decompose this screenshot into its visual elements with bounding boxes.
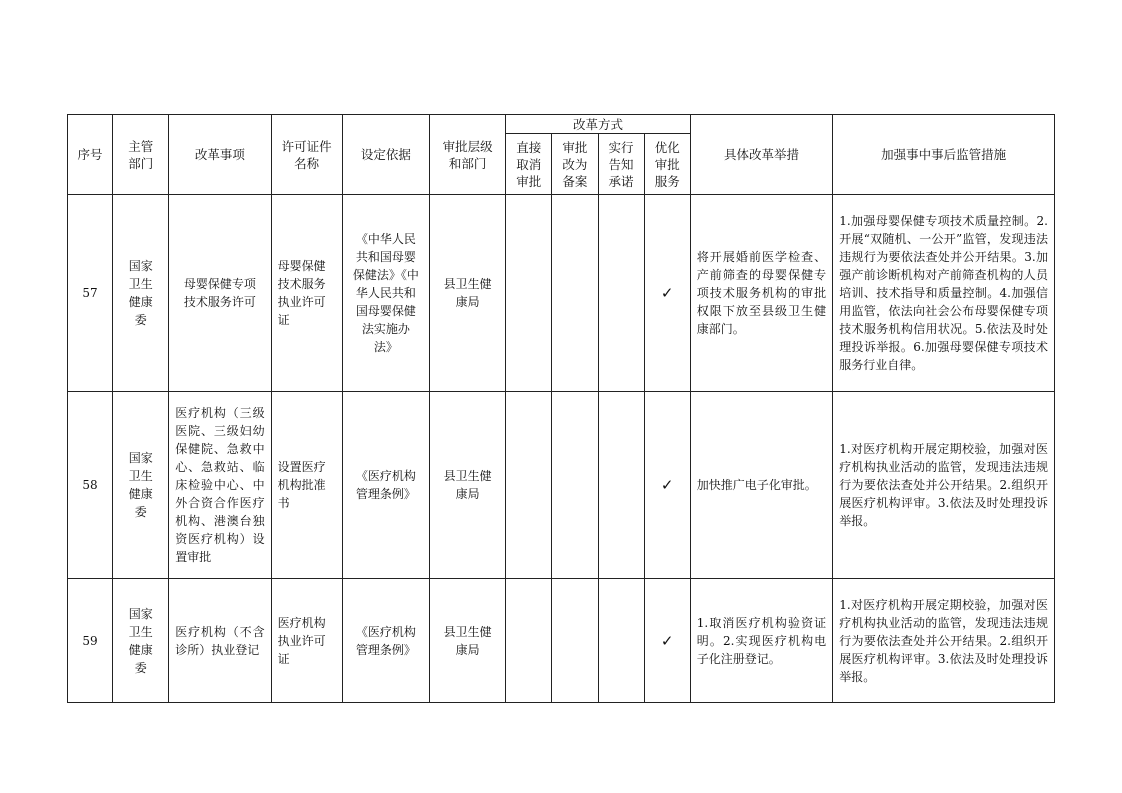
row-dept: 国家 卫生 健康 委: [113, 392, 169, 579]
row-mark-cancel: [506, 392, 552, 579]
row-mark-filing: [552, 392, 598, 579]
header-supervision: 加强事中事后监管措施: [833, 115, 1055, 195]
row-license: 母婴保健 技术服务 执业许可 证: [271, 195, 342, 392]
row-mark-cancel: [506, 579, 552, 703]
row-license: 设置医疗 机构批准 书: [271, 392, 342, 579]
table-row: [68, 195, 1055, 392]
row-level: 县卫生健 康局: [430, 579, 506, 703]
header-seq: 序号: [68, 115, 113, 195]
row-mark-optimize: ✓: [644, 392, 690, 579]
row-basis: 《中华人民 共和国母婴 保健法》《中 华人民共和 国母婴保健 法实施办 法》: [342, 195, 429, 392]
row-measures: 将开展婚前医学检查、产前筛查的母婴保健专项技术服务机构的审批权限下放至县级卫生健康部门。: [690, 195, 832, 392]
row-mark-commitment: [598, 579, 644, 703]
table-row: [68, 579, 1055, 703]
header-mode-group: 改革方式: [506, 115, 691, 134]
header-mode-commitment: 实行 告知 承诺: [598, 134, 644, 195]
row-mark-commitment: [598, 195, 644, 392]
row-basis: 《医疗机构 管理条例》: [342, 392, 429, 579]
header-basis: 设定依据: [342, 115, 429, 195]
header-level: 审批层级 和部门: [430, 115, 506, 195]
header-item: 改革事项: [169, 115, 271, 195]
row-supervision: 1.对医疗机构开展定期校验，加强对医疗机构执业活动的监管，发现违法违规行为要依法查处并公开结果。2.组织开展医疗机构评审。3.依法及时处理投诉举报。: [833, 579, 1055, 703]
row-mark-cancel: [506, 195, 552, 392]
header-dept: 主管 部门: [113, 115, 169, 195]
row-basis: 《医疗机构 管理条例》: [342, 579, 429, 703]
row-seq: 59: [68, 579, 113, 703]
row-seq: 58: [68, 392, 113, 579]
reform-table: [67, 114, 1055, 703]
row-supervision: 1.对医疗机构开展定期校验，加强对医疗机构执业活动的监管，发现违法违规行为要依法查处并公开结果。2.组织开展医疗机构评审。3.依法及时处理投诉举报。: [833, 392, 1055, 579]
row-mark-filing: [552, 195, 598, 392]
row-measures: 1.取消医疗机构验资证明。2.实现医疗机构电子化注册登记。: [690, 579, 832, 703]
row-item: 母婴保健专项 技术服务许可: [169, 195, 271, 392]
header-measures: 具体改革举措: [690, 115, 832, 195]
header-mode-optimize: 优化 审批 服务: [644, 134, 690, 195]
header-license: 许可证件 名称: [271, 115, 342, 195]
row-seq: 57: [68, 195, 113, 392]
header-mode-filing: 审批 改为 备案: [552, 134, 598, 195]
table-row: [68, 392, 1055, 579]
row-dept: 国家 卫生 健康 委: [113, 579, 169, 703]
row-level: 县卫生健 康局: [430, 392, 506, 579]
row-supervision: 1.加强母婴保健专项技术质量控制。2.开展“双随机、一公开”监管，发现违法违规行为要依法查处并公开结果。3.加强产前诊断机构对产前筛查机构的人员培训、技术指导和质量控制。4.加强信用监管，依法向社会公布母婴保健专项技术服务机构信用状况。5.依法及时处理投诉举报。6.加强母婴保健专项技术服务行业自律。: [833, 195, 1055, 392]
row-mark-filing: [552, 579, 598, 703]
row-mark-optimize: ✓: [644, 195, 690, 392]
row-level: 县卫生健 康局: [430, 195, 506, 392]
row-dept: 国家 卫生 健康 委: [113, 195, 169, 392]
row-measures: 加快推广电子化审批。: [690, 392, 832, 579]
row-mark-commitment: [598, 392, 644, 579]
header-mode-cancel: 直接 取消 审批: [506, 134, 552, 195]
row-item: 医疗机构（三级医院、三级妇幼保健院、急救中心、急救站、临床检验中心、中外合资合作医疗机构、港澳台独资医疗机构）设置审批: [169, 392, 271, 579]
row-license: 医疗机构 执业许可 证: [271, 579, 342, 703]
row-item: 医疗机构（不含诊所）执业登记: [169, 579, 271, 703]
row-mark-optimize: ✓: [644, 579, 690, 703]
